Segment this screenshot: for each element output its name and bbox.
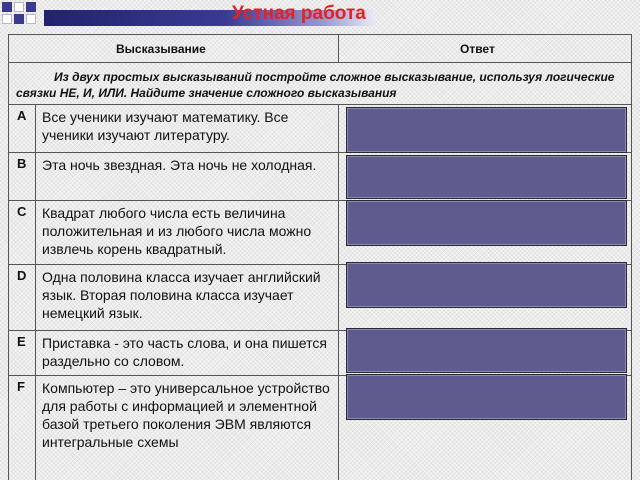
answer-cover-e[interactable]: [346, 328, 627, 373]
row-letter-e: E: [17, 334, 26, 349]
title-decoration-squares: [0, 0, 42, 26]
answer-cover-b[interactable]: [346, 155, 627, 199]
decor-square: [2, 2, 12, 12]
header-column-divider: [338, 34, 339, 62]
header-divider: [8, 62, 632, 63]
row-letter-a: A: [17, 108, 27, 123]
answer-cover-f[interactable]: [346, 374, 627, 420]
decor-square: [26, 2, 36, 12]
task-instruction: Из двух простых высказываний постройте сложное высказывание, используя логические связки НЕ, И, ИЛИ. Найдите значение сложного высказывания: [16, 70, 615, 100]
row-letter-f: F: [17, 379, 25, 394]
instruction-divider: [8, 104, 632, 105]
decor-square: [26, 14, 36, 24]
statement-d: Одна половина класса изучает английский язык. Вторая половина класса изучает немецкий язык.: [42, 269, 321, 321]
statements-table: [8, 34, 632, 480]
header-statement: Высказывание: [116, 42, 206, 56]
row-letter-b: B: [17, 156, 27, 171]
statement-f: Компьютер – это универсальное устройство для работы с информацией и элементной базой третьего поколения ЭВМ являются интегральные схемы: [42, 380, 330, 450]
answer-cover-a[interactable]: [346, 107, 627, 153]
answer-cover-d[interactable]: [346, 262, 627, 308]
statement-a: Все ученики изучают математику. Все ученики изучают литературу.: [42, 109, 289, 143]
statement-e: Приставка - это часть слова, и она пишется раздельно со словом.: [42, 335, 327, 369]
letter-column-divider: [35, 104, 36, 480]
statement-b: Эта ночь звездная. Эта ночь не холодная.: [42, 157, 317, 173]
slide-title: Устная работа: [232, 3, 366, 24]
answer-cover-c[interactable]: [346, 200, 627, 246]
decor-square: [14, 14, 24, 24]
row-letter-c: C: [17, 204, 27, 219]
decor-square: [2, 14, 12, 24]
statement-c: Квадрат любого числа есть величина положительная и из любого числа можно извлечь корень квадратный.: [42, 205, 312, 257]
decor-square: [14, 2, 24, 12]
header-answer: Ответ: [460, 42, 495, 56]
row-letter-d: D: [17, 268, 27, 283]
